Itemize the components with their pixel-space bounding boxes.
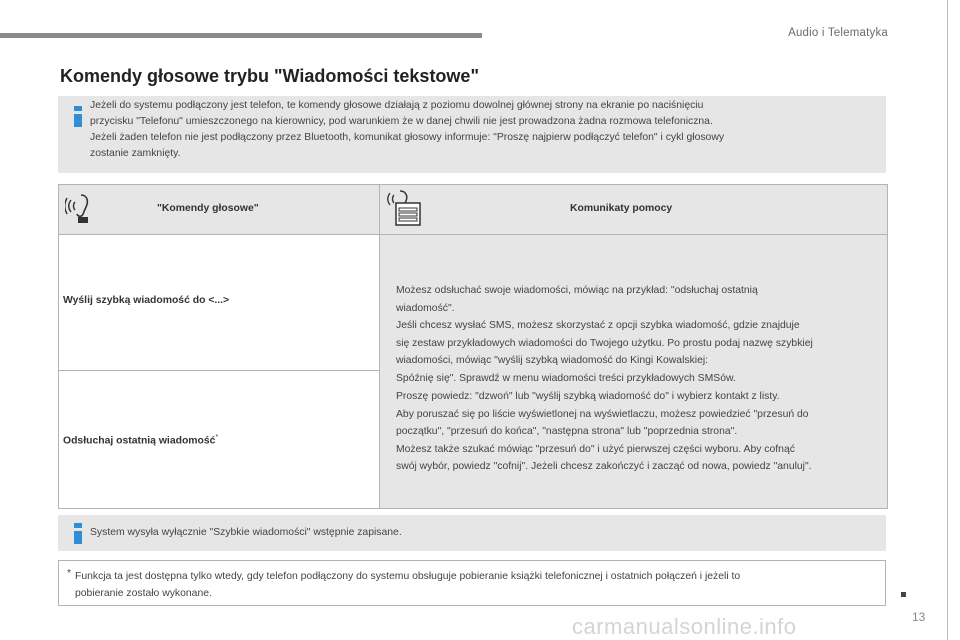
help-line: Możesz także szukać mówiąc "przesuń do" i użyć pierwszej części wyboru. Aby cofnąć [396,443,795,455]
page-number: 13 [912,610,926,624]
voice-command-icon [65,191,99,230]
section-title: Audio i Telematyka [788,27,888,39]
help-line: wiadomości, mówiąc "wyślij szybką wiadomość do Kingi Kowalskiej: [396,355,709,366]
help-line: wiadomość". [396,302,455,314]
info-box-quick-messages [58,515,886,551]
info-text: System wysyła wyłącznie "Szybkie wiadomości" wstępnie zapisane. [90,527,402,538]
command-listen-last-message [63,434,218,446]
top-rule [0,33,482,38]
command-send-quick-message [63,295,229,306]
help-paragraph-2 [396,388,882,476]
help-message-icon [386,189,426,234]
help-line: Spóźnię się". Sprawdź w menu wiadomości treści przykładowych SMSów. [396,372,736,384]
page-marker-dot [901,592,906,597]
help-line: Jeśli chcesz wysłać SMS, możesz skorzystać z opcji szybka wiadomość, gdzie znajduje [396,320,800,331]
footnote-line: Funkcja ta jest dostępna tylko wtedy, gdy telefon podłączony do systemu obsługuje pobieranie książki telefonicznej i ostatnich połączeń i jeżeli to [75,571,741,582]
help-line: początku", "przesuń do końca", "następna strona" lub "poprzednia strona". [396,426,738,437]
info-line: Jeżeli do systemu podłączony jest telefon, te komendy głosowe działają z poziomu dowolnej głównej strony na ekranie po naciśnięciu [90,100,704,111]
help-line: Możesz odsłuchać swoje wiadomości, mówiąc na przykład: "odsłuchaj ostatnią [396,285,758,296]
help-paragraph-1 [396,282,882,387]
help-line: Aby poruszać się po liście wyświetlonej na wyświetlaczu, możesz powiedzieć "przesuń do [396,408,809,420]
header-commands-label: "Komendy głosowe" [157,203,259,214]
help-messages-cell [380,235,887,508]
side-rule [947,0,948,640]
footnote-line: pobieranie zostało wykonane. [75,588,212,599]
info-line: przycisku "Telefonu" umieszczonego na kierownicy, pod warunkiem że w danej chwili nie jest prowadzona żadna rozmowa telefoniczna. [90,116,713,127]
help-line: się zestaw przykładowych wiadomości do Twojego użytku. Po prostu podaj nazwę szybkiej [396,337,813,349]
header-commands-cell [59,185,379,235]
info-line: zostanie zamknięty. [90,148,181,159]
command-text: Odsłuchaj ostatnią wiadomość [63,435,216,447]
footnote-text [75,568,875,602]
watermark: carmanualsonline.info [572,614,797,639]
help-line: Proszę powiedz: "dzwoń" lub "wyślij szybką wiadomość do" i wybierz kontakt z listy. [396,391,780,402]
help-line: swój wybór, powiedz "cofnij". Jeżeli chcesz zakończyć i zacząć od nowa, powiedz "anuluj". [396,461,812,472]
info-icon [74,523,82,544]
row-divider [59,370,379,371]
info-icon [74,106,82,127]
footnote-box [58,560,886,606]
header-help-cell [380,185,887,235]
page-title: Komendy głosowe trybu "Wiadomości tekstowe" [60,66,479,86]
footnote-mark: * [67,568,72,579]
voice-commands-table [58,184,888,509]
info-line: Jeżeli żaden telefon nie jest podłączony przez Bluetooth, komunikat głosowy informuje: "Proszę najpierw podłączyć telefon" i cykl głosowy [90,132,725,143]
command-text: Wyślij szybką wiadomość do <...> [63,295,230,306]
footnote-mark: * [215,434,219,441]
info-box-phone-note [58,96,886,173]
header-help-label: Komunikaty pomocy [570,203,673,214]
info-text [90,98,872,162]
